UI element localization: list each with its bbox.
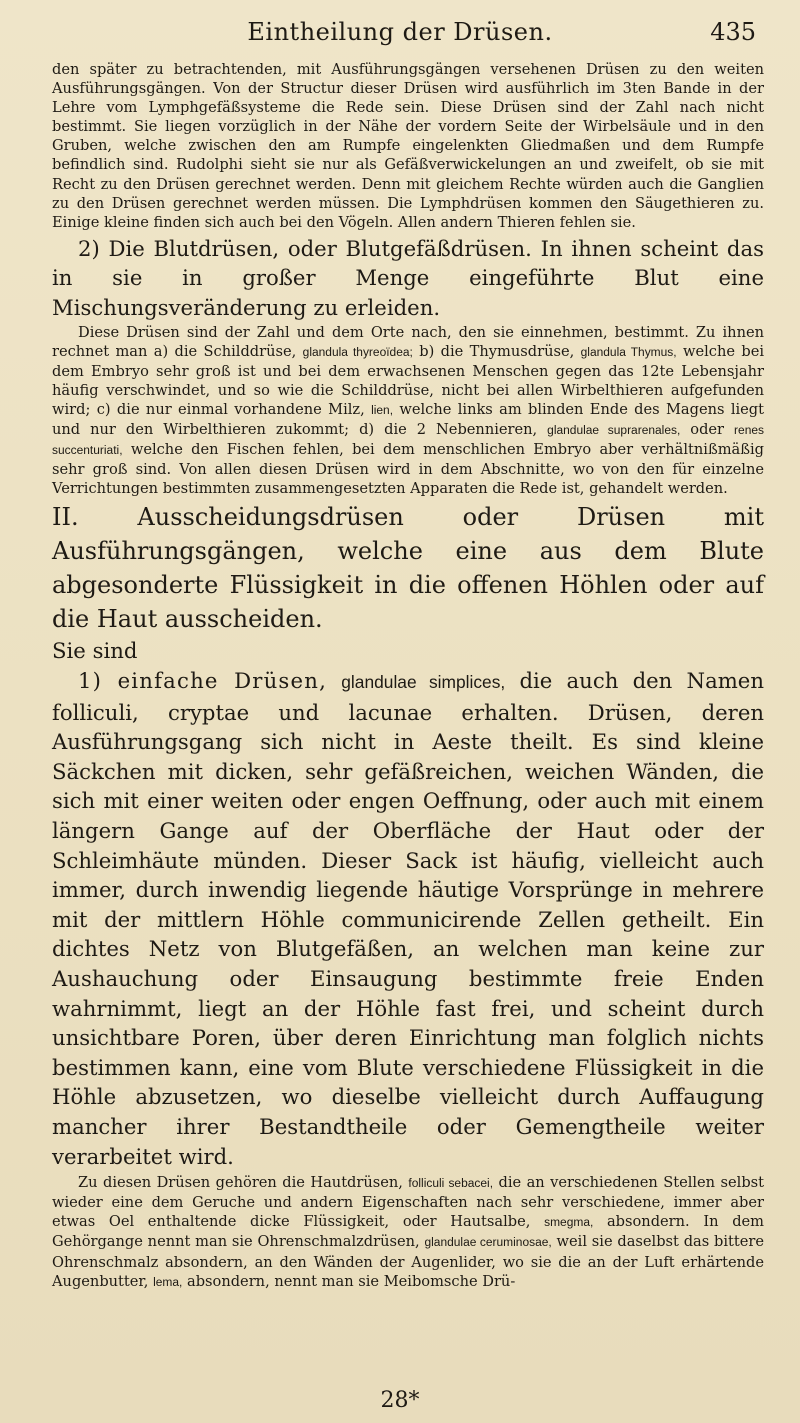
latin-term: glandula thyreoïdea;: [302, 344, 413, 359]
latin-term: renes succenturiati,: [52, 423, 764, 458]
page-body: [52, 60, 764, 1292]
section-heading-secretory-glands: II. Ausscheidungsdrüsen oder Drüsen mit Ausführungsgängen, welche eine aus dem Blute abgesonderte Flüssigkeit in die offenen Höhlen oder auf die Haut ausscheiden.: [52, 503, 764, 634]
latin-term: glandula Thymus,: [580, 344, 677, 359]
page-header: [0, 18, 800, 54]
paragraph-skin-glands: [52, 1173, 764, 1292]
latin-term: glandulae ceruminosae,: [424, 1235, 552, 1250]
body-text: b) die Thymusdrüse,: [419, 342, 575, 360]
page-number: 435: [710, 18, 756, 46]
latin-term: smegma,: [544, 1215, 594, 1230]
body-text: Diese Drüsen sind der Zahl und dem Orte nach, den sie einnehmen, bestimmt. Zu ihnen rechnet man a) die Schilddrüse,: [52, 323, 764, 360]
body-text: 1) einfache Drüsen,: [78, 668, 328, 694]
latin-term: folliculi sebacei,: [408, 1176, 494, 1191]
body-text: die an verschiedenen Stellen selbst wieder eine dem Geruche und andern Eigenschaften nach sehr verschiedene, immer aber etwas Oel enthaltende dicke Flüssigkeit, oder Hautsalbe,: [52, 1174, 765, 1231]
body-text: absondern. In dem Gehörgange nennt man sie Ohrenschmalzdrüsen,: [52, 1213, 765, 1251]
latin-term: glandulae suprarenales,: [547, 423, 681, 438]
paragraph-lymph-glands: den später zu betrachtenden, mit Ausführungsgängen versehenen Drüsen zu den weiten Ausführungsgängen. Von der Structur dieser Drüsen wird ausführlich im 3ten Bande in der Lehre vom Lymphgefäßsysteme die Rede sein. Diese Drüsen sind der Zahl nach nicht bestimmt. Sie liegen vorzüglich in der Nähe der vordern Seite der Wirbelsäule und in den Gruben, welche zwischen den am Rumpfe eingelenkten Gliedmaßen und dem Rumpfe befindlich sind. Rudolphi sieht sie nur als Gefäßverwickelungen an und zweifelt, ob sie mit Recht zu den Drüsen gerechnet werden. Denn mit gleichem Rechte würden auch die Ganglien zu den Drüsen gerechnet werden müssen. Die Lymphdrüsen kommen den Säugethieren zu. Einige kleine finden sich auch bei den Vögeln. Allen andern Thieren fehlen sie.: [52, 61, 764, 231]
body-text: absondern, nennt man sie Meibomsche Drü-: [187, 1272, 516, 1290]
body-text: welche links am blinden Ende des Magens liegt und nur den Wirbelthieren zukommt; d) die 2 Nebennieren,: [52, 401, 764, 439]
body-text: Zu diesen Drüsen gehören die Hautdrüsen,: [78, 1174, 403, 1192]
body-text: weil sie daselbst das bittere Ohrenschmalz absondern, an den Wänden der Augenlider, wo sie die an der Luft erhärtende Augenbutter,: [52, 1233, 765, 1290]
running-title: Eintheilung der Drüsen.: [247, 18, 553, 46]
paragraph-blood-glands-body: [52, 323, 764, 499]
section-intro: Sie sind: [52, 638, 138, 664]
latin-term: lema,: [153, 1274, 183, 1289]
body-text: oder: [690, 421, 725, 439]
body-text: welche bei dem Embryo sehr groß ist und bei dem erwachsenen Menschen gegen das 12te Lebensjahr häufig verschwindet, und so wie die Schilddrüse, nicht bei allen Wirbelthieren aufgefunden wird; c) die nur einmal vorhandene Milz,: [52, 342, 765, 418]
body-text: welche den Fischen fehlen, bei dem menschlichen Embryo aber verhältnißmäßig sehr groß sind. Von allen diesen Drüsen wird in dem Abschnitte, wo von den für einzelne Verrichtungen bestimmten zusammengesetzten Apparaten die Rede ist, gehandelt werden.: [52, 441, 765, 498]
latin-term: lien,: [371, 403, 394, 417]
latin-term: glandulae simplices,: [341, 672, 506, 693]
body-text: die auch den Namen folliculi, cryptae und lacunae erhalten. Drüsen, deren Ausführungsgang sich nicht in Aeste theilt. Es sind kleine Säckchen mit dicken, sehr gefäßreichen, weichen Wänden, die sich mit einer weiten oder engen Oeffnung, oder auch mit einem längern Gange auf der Oberfläche der Haut oder der Schleimhäute münden. Dieser Sack ist häufig, vielleicht auch immer, durch inwendig liegende häutige Vorsprünge in mehrere mit der mittlern Höhle communicirende Zellen getheilt. Ein dichtes Netz von Blutgefäßen, an welchen man keine zur Aushauchung oder Einsaugung bestimmte freie Enden wahrnimmt, liegt an der Höhle fast frei, und scheint durch unsichtbare Poren, über deren Einrichtung man folglich nichts bestimmen kann, eine vom Blute verschiedene Flüssigkeit in die Höhle abzusetzen, wo dieselbe vielleicht durch Auffaugung mancher ihrer Bestandtheile oder Gemengtheile weiter verarbeitet wird.: [52, 668, 764, 1169]
paragraph-simple-glands: [52, 666, 764, 1171]
paragraph-blood-glands-head: 2) Die Blutdrüsen, oder Blutgefäßdrüsen. In ihnen scheint das in sie in großer Menge eingeführte Blut eine Mischungsveränderung zu erleiden.: [52, 235, 764, 321]
signature-mark: 28*: [380, 1388, 420, 1413]
